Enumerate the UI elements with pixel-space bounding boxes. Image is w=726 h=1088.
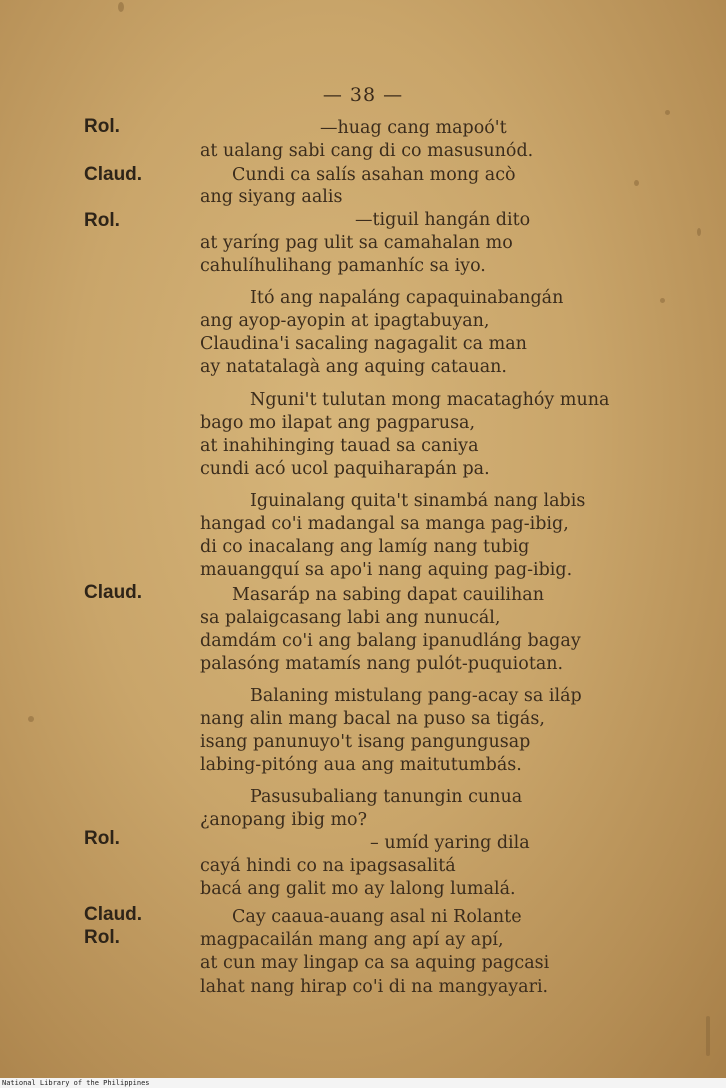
verse-line: Itó ang napaláng capaquinabangán <box>250 288 564 308</box>
verse-line: Balaning mistulang pang-acay sa iláp <box>250 686 582 706</box>
verse-line: di co inacalang ang lamíg nang tubig <box>200 537 530 557</box>
verse-line: cahulíhulihang pamanhíc sa iyo. <box>200 256 486 276</box>
ink-stain <box>697 228 701 236</box>
ink-stain <box>634 180 639 186</box>
verse-line: Cundi ca salís asahan mong acò <box>232 165 516 185</box>
ink-stain <box>660 298 665 303</box>
verse-line: labing-pitóng aua ang maitutumbás. <box>200 755 522 775</box>
verse-line: sa palaigcasang labi ang nunucál, <box>200 608 501 628</box>
verse-line: Nguni't tulutan mong macataghóy muna <box>250 390 610 410</box>
footer-credit: National Library of the Philippines <box>2 1079 150 1087</box>
verse-line: at cun may lingap ca sa aquing pagcasi <box>200 953 550 973</box>
verse-line: nang alin mang bacal na puso sa tigás, <box>200 709 545 729</box>
ink-stain <box>706 1016 710 1056</box>
speaker-label: Rol. <box>84 828 120 849</box>
verse-line: at ualang sabi cang di co masusunód. <box>200 141 534 161</box>
verse-line: mauangquí sa apo'i nang aquing pag-ibig. <box>200 560 573 580</box>
verse-line: —tiguil hangán dito <box>355 210 531 230</box>
verse-line: cayá hindi co na ipagsasalitá <box>200 856 456 876</box>
verse-line: at inahihinging tauad sa caniya <box>200 436 479 456</box>
verse-line: bacá ang galit mo ay lalong lumalá. <box>200 879 516 899</box>
verse-line: ang ayop-ayopin at ipagtabuyan, <box>200 311 490 331</box>
verse-line: bago mo ilapat ang pagparusa, <box>200 413 476 433</box>
verse-line: isang panunuyo't isang pangungusap <box>200 732 531 752</box>
verse-line: ay natatalagà ang aquing catauan. <box>200 357 507 377</box>
ink-stain <box>665 110 670 115</box>
verse-line: Iguinalang quita't sinambá nang labis <box>250 491 586 511</box>
verse-line: at yaríng pag ulit sa camahalan mo <box>200 233 513 253</box>
ink-stain <box>118 2 124 12</box>
speaker-label: Rol. <box>84 116 120 137</box>
ink-stain <box>28 716 34 722</box>
verse-line: —huag cang mapoó't <box>320 118 507 138</box>
verse-line: ang siyang aalis <box>200 187 343 207</box>
verse-line: Masaráp na sabing dapat cauilihan <box>232 585 544 605</box>
verse-line: Claudina'i sacaling nagagalit ca man <box>200 334 527 354</box>
verse-line: Cay caaua-auang asal ni Rolante <box>232 907 522 927</box>
speaker-label: Rol. <box>84 927 120 948</box>
verse-line: ¿anopang ibig mo? <box>200 810 367 830</box>
speaker-label: Claud. <box>84 582 143 603</box>
verse-line: – umíd yaring dila <box>370 833 530 853</box>
verse-line: Pasusubaliang tanungin cunua <box>250 787 523 807</box>
footer-bar <box>0 1078 726 1088</box>
verse-line: magpacailán mang ang apí ay apí, <box>200 930 504 950</box>
verse-line: cundi acó ucol paquiharapán pa. <box>200 459 490 479</box>
speaker-label: Claud. <box>84 904 143 925</box>
verse-line: damdám co'i ang balang ipanudláng bagay <box>200 631 581 651</box>
verse-line: lahat nang hirap co'i di na mangyayari. <box>200 977 549 997</box>
speaker-label: Rol. <box>84 210 120 231</box>
verse-line: hangad co'i madangal sa manga pag-ibig, <box>200 514 569 534</box>
page-number: — 38 — <box>322 84 404 106</box>
speaker-label: Claud. <box>84 164 143 185</box>
verse-line: palasóng matamís nang pulót-puquiotan. <box>200 654 564 674</box>
